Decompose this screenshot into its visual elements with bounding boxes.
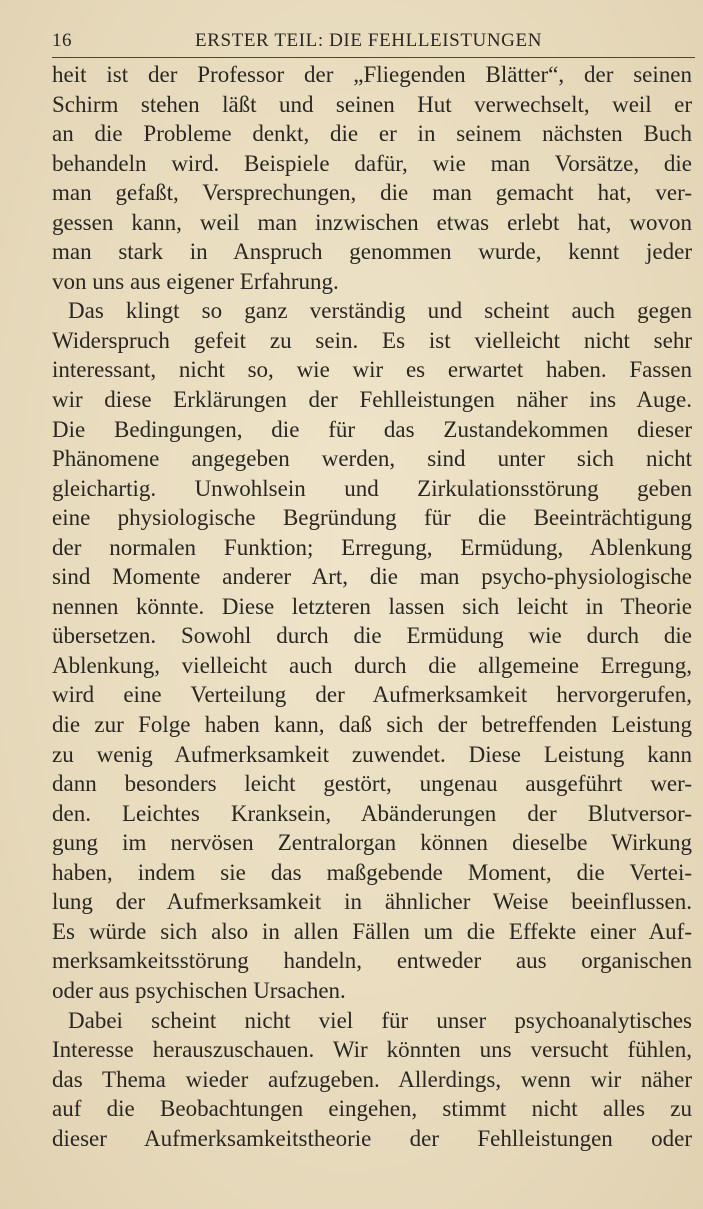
text-line: von uns aus eigener Erfahrung.	[52, 268, 339, 294]
text-line: Es würde sich also in allen Fällen um die Effekte einer Auf-	[52, 918, 692, 944]
text-line: interessant, nicht so, wie wir es erwartet haben. Fassen	[52, 357, 692, 383]
text-line: nennen könnte. Diese letzteren lassen sich leicht in Theorie	[52, 593, 692, 619]
text-line: Interesse herauszuschauen. Wir könnten uns versucht fühlen,	[52, 1037, 692, 1063]
text-line: wir diese Erklärungen der Fehlleistungen näher ins Auge.	[52, 387, 692, 413]
text-line: dann besonders leicht gestört, ungenau ausgeführt wer-	[52, 771, 692, 797]
text-line: man stark in Anspruch genommen wurde, kennt jeder	[52, 239, 692, 265]
text-line: Phänomene angegeben werden, sind unter sich nicht	[52, 446, 692, 472]
text-line: an die Probleme denkt, die er in seinem nächsten Buch	[52, 121, 692, 147]
text-line: den. Leichtes Kranksein, Abänderungen der Blutversor-	[52, 800, 692, 826]
text-line: das Thema wieder aufzugeben. Allerdings, wenn wir näher	[52, 1066, 692, 1092]
text-line: lung der Aufmerksamkeit in ähnlicher Weise beeinflussen.	[52, 889, 692, 915]
text-line: Die Bedingungen, die für das Zustandekommen dieser	[52, 416, 692, 442]
text-line: der normalen Funktion; Erregung, Ermüdung, Ablenkung	[52, 534, 692, 560]
text-line: oder aus psychischen Ursachen.	[52, 977, 346, 1003]
text-line: wird eine Verteilung der Aufmerksamkeit hervorgerufen,	[52, 682, 692, 708]
body-text	[52, 60, 692, 1153]
page-number: 16	[52, 30, 72, 51]
text-line: auf die Beobachtungen eingehen, stimmt nicht alles zu	[52, 1096, 692, 1122]
text-line: gessen kann, weil man inzwischen etwas erlebt hat, wovon	[52, 209, 692, 235]
text-line: übersetzen. Sowohl durch die Ermüdung wie durch die	[52, 623, 692, 649]
text-line: die zur Folge haben kann, daß sich der betreffenden Leistung	[52, 712, 692, 738]
page-header	[52, 30, 692, 54]
text-line: sind Momente anderer Art, die man psycho-physiologische	[52, 564, 692, 590]
text-line: man gefaßt, Versprechungen, die man gemacht hat, ver-	[52, 180, 692, 206]
text-line: eine physiologische Begründung für die Beeinträchtigung	[52, 505, 692, 531]
text-line: gung im nervösen Zentralorgan können dieselbe Wirkung	[52, 830, 692, 856]
text-line: merksamkeitsstörung handeln, entweder aus organischen	[52, 948, 692, 974]
text-line: Das klingt so ganz verständig und scheint auch gegen	[68, 298, 692, 324]
text-line: Dabei scheint nicht viel für unser psychoanalytisches	[68, 1007, 692, 1033]
text-line: zu wenig Aufmerksamkeit zuwendet. Diese Leistung kann	[52, 741, 692, 767]
text-line: heit ist der Professor der „Fliegenden Blätter“, der seinen	[52, 62, 692, 87]
running-head: ERSTER TEIL: DIE FEHLLEISTUNGEN	[195, 30, 543, 51]
text-line: Schirm stehen läßt und seinen Hut verwechselt, weil er	[52, 91, 692, 117]
header-rule	[52, 57, 695, 58]
text-line: dieser Aufmerksamkeitstheorie der Fehlleistungen oder	[52, 1125, 692, 1151]
text-line: Widerspruch gefeit zu sein. Es ist vielleicht nicht sehr	[52, 327, 692, 353]
text-line: haben, indem sie das maßgebende Moment, die Vertei-	[52, 859, 692, 885]
text-line: behandeln wird. Beispiele dafür, wie man Vorsätze, die	[52, 150, 692, 176]
text-line: gleichartig. Unwohlsein und Zirkulationsstörung geben	[52, 475, 692, 501]
text-line: Ablenkung, vielleicht auch durch die allgemeine Erregung,	[52, 652, 692, 678]
